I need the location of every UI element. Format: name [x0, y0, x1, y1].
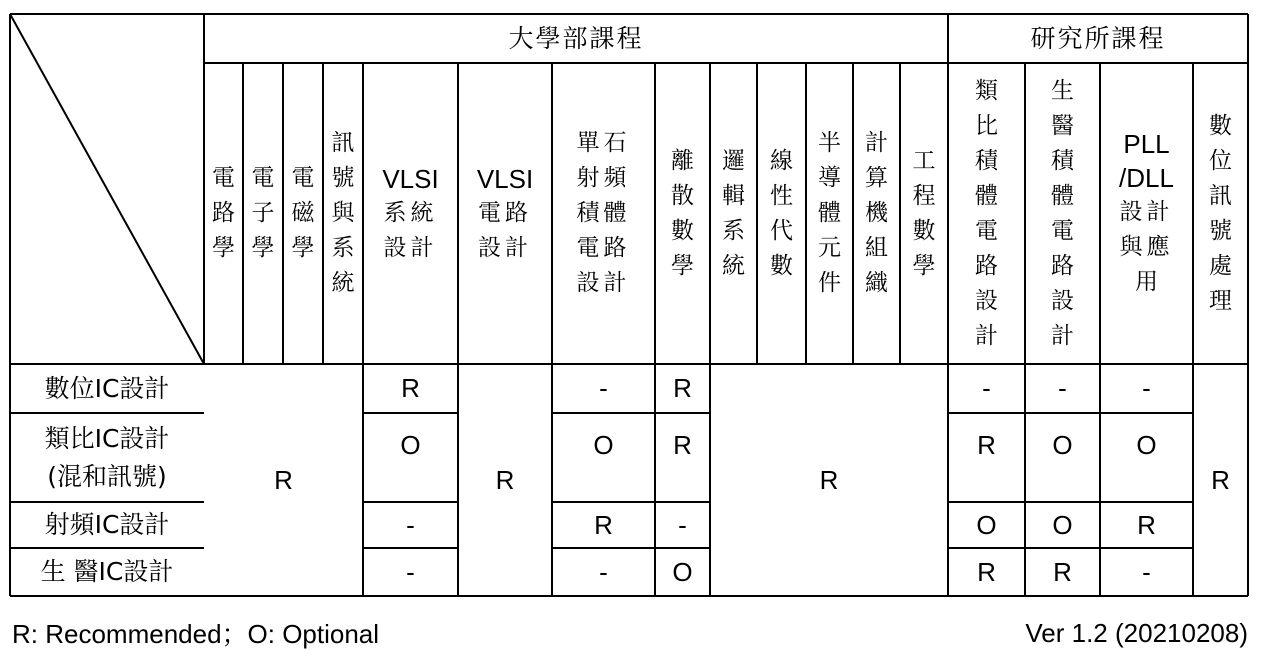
- col-header-line: 體: [975, 182, 998, 209]
- col-header-logic-systems: [710, 63, 757, 364]
- col-header-mmic-rf: [552, 63, 655, 364]
- col-header-line: 學: [251, 235, 275, 261]
- col-header-computer-organization: [853, 63, 900, 364]
- cell-analog-ic-row3: O: [976, 509, 997, 540]
- col-header-line: 組: [865, 235, 888, 261]
- cell-analog-ic-row4: R: [977, 556, 996, 587]
- cell-merged-core-courses: R: [819, 464, 839, 495]
- col-header-line: 磁: [291, 200, 315, 226]
- col-header-line: 元: [818, 235, 841, 261]
- col-header-line: 設: [975, 287, 998, 314]
- col-header-analog-ic: [948, 63, 1025, 364]
- col-header-circuits: [204, 63, 243, 364]
- col-header-line: 學: [212, 235, 235, 261]
- col-header-line: 件: [818, 270, 841, 296]
- col-header-line: 體: [818, 200, 841, 226]
- col-header-line: 統: [331, 270, 355, 296]
- group-header-graduate: 研究所課程: [1030, 23, 1166, 53]
- cell-bio-ic-row1: -: [1058, 373, 1067, 404]
- col-header-discrete-math: [655, 63, 710, 364]
- col-header-line: 比: [975, 112, 998, 139]
- col-header-line: 導: [818, 165, 841, 191]
- col-header-line: /DLL: [1119, 163, 1174, 193]
- col-header-line: 路: [975, 252, 998, 279]
- cell-discrete-math-row1: R: [673, 373, 692, 404]
- col-header-line: 號: [331, 165, 355, 191]
- cell-vlsi-system-row1: R: [401, 373, 420, 404]
- col-header-line: 半: [818, 130, 841, 156]
- col-header-line: 設計: [383, 234, 438, 261]
- col-header-line: 積: [1051, 147, 1074, 174]
- col-header-line: 散: [671, 182, 694, 209]
- col-header-line: 數: [912, 217, 936, 244]
- col-header-engineering-math: [900, 63, 948, 364]
- col-header-line: 與應: [1119, 234, 1174, 260]
- cell-pll-dll-row3: R: [1137, 509, 1156, 540]
- cell-mmic-rf-row3: R: [594, 509, 613, 540]
- col-header-line: 離: [671, 147, 694, 174]
- col-header-line: 理: [1209, 287, 1232, 314]
- col-header-electromagnetics: [283, 63, 323, 364]
- cell-merged-dsp: R: [1211, 464, 1230, 495]
- col-header-line: PLL: [1123, 129, 1170, 159]
- col-header-line: 學: [912, 252, 936, 279]
- col-header-line: 電: [291, 165, 315, 191]
- col-header-line: 醫: [1051, 112, 1074, 139]
- col-header-signals-systems: [323, 63, 363, 364]
- col-header-linear-algebra: [757, 63, 806, 364]
- row-label-rf-ic: 射頻IC設計: [44, 510, 170, 539]
- cell-vlsi-system-row4: -: [406, 556, 415, 587]
- col-header-line: 程: [912, 182, 936, 209]
- col-header-line: 數: [1209, 112, 1232, 139]
- cell-analog-ic-row1: -: [982, 373, 991, 404]
- col-header-line: 體: [1051, 182, 1074, 209]
- col-header-line: 設計: [478, 234, 532, 261]
- col-header-line: 路: [1051, 252, 1074, 279]
- row-label-analog-ic: [10, 413, 204, 502]
- cell-pll-dll-row1: -: [1142, 373, 1151, 404]
- cell-bio-ic-row4: R: [1053, 556, 1072, 587]
- col-header-line: 類: [975, 77, 998, 104]
- col-header-electronics: [243, 63, 283, 364]
- cell-mmic-rf-row4: -: [599, 556, 608, 587]
- col-header-line: 系: [331, 235, 355, 261]
- cell-bio-ic-row3: O: [1052, 509, 1073, 540]
- col-header-line: 位: [1209, 147, 1232, 174]
- col-header-semiconductor-devices: [806, 63, 853, 364]
- col-header-line: 設計: [1119, 199, 1174, 225]
- corner-diagonal: [10, 14, 204, 364]
- col-header-line: 計: [1051, 322, 1074, 349]
- cell-bio-ic-row2: O: [1052, 430, 1073, 461]
- row-label-bio-ic: 生 醫IC設計: [40, 557, 174, 586]
- col-header-line: 與: [331, 200, 355, 226]
- col-header-line: 射頻: [576, 165, 631, 191]
- group-header-undergrad: 大學部課程: [508, 23, 644, 53]
- col-header-line: 處: [1209, 252, 1232, 279]
- cell-pll-dll-row2: O: [1136, 430, 1157, 461]
- col-header-line: 學: [671, 252, 694, 279]
- col-header-line: 訊: [1209, 182, 1232, 209]
- col-header-line: 系統: [383, 199, 438, 226]
- row-label-digital-ic: 數位IC設計: [44, 373, 170, 403]
- col-header-line: 代: [770, 217, 793, 244]
- col-header-line: 電: [1051, 217, 1074, 244]
- col-header-line: 統: [722, 252, 745, 279]
- cell-mmic-rf-row2: O: [593, 430, 614, 461]
- col-header-line: 計: [975, 322, 998, 349]
- col-header-line: 號: [1209, 217, 1232, 244]
- cell-analog-ic-row2: R: [977, 430, 996, 461]
- cell-vlsi-system-row3: -: [406, 509, 415, 540]
- col-header-line: 數: [770, 252, 793, 279]
- cell-vlsi-system-row2: O: [400, 430, 421, 461]
- col-header-line: 算: [865, 165, 888, 191]
- col-header-line: 計: [865, 130, 888, 156]
- col-header-vlsi-circuit-design: [458, 63, 552, 364]
- col-header-line: 電路: [478, 199, 532, 226]
- col-header-line: 生: [1051, 77, 1074, 104]
- col-header-line: 機: [865, 200, 888, 226]
- col-header-line: 電: [251, 165, 275, 191]
- col-header-line: 積: [975, 147, 998, 174]
- col-header-line: 織: [865, 270, 888, 296]
- col-header-line: 性: [770, 182, 793, 209]
- col-header-line: 電: [975, 217, 998, 244]
- col-header-line: 工: [912, 147, 936, 174]
- col-header-line: 輯: [722, 182, 745, 209]
- col-header-line: 積體: [576, 200, 631, 226]
- col-header-line: 系: [722, 217, 745, 244]
- row-label-analog-ic-line2: (混和訊號): [47, 461, 167, 491]
- col-header-dsp: [1193, 63, 1248, 364]
- cell-discrete-math-row4: O: [672, 556, 693, 587]
- col-header-line: 設: [1051, 287, 1074, 314]
- col-header-line: 單石: [576, 130, 631, 156]
- col-header-line: VLSI: [382, 163, 439, 194]
- col-header-line: 子: [251, 200, 275, 226]
- col-header-line: 路: [212, 200, 235, 226]
- col-header-line: VLSI: [476, 163, 534, 194]
- version-text: Ver 1.2 (20210208): [1025, 618, 1248, 648]
- col-header-bio-ic: [1025, 63, 1100, 364]
- cell-merged-vlsi-circuit: R: [495, 464, 515, 495]
- col-header-line: 電路: [576, 235, 631, 261]
- cell-discrete-math-row3: -: [678, 509, 687, 540]
- col-header-line: 用: [1135, 269, 1158, 295]
- col-header-line: 訊: [331, 130, 355, 156]
- col-header-line: 線: [770, 147, 793, 174]
- cell-discrete-math-row2: R: [673, 430, 692, 461]
- col-header-line: 電: [212, 165, 235, 191]
- legend-text: R: Recommended；O: Optional: [12, 619, 380, 649]
- col-header-pll-dll: [1100, 63, 1193, 364]
- col-header-line: 邏: [722, 147, 745, 174]
- col-header-vlsi-system-design: [363, 63, 458, 364]
- col-header-line: 數: [671, 217, 694, 244]
- cell-mmic-rf-row1: -: [599, 373, 608, 404]
- row-label-analog-ic-line1: 類比IC設計: [44, 423, 170, 453]
- cell-merged-basic-courses: R: [274, 464, 293, 495]
- col-header-line: 學: [291, 235, 315, 261]
- col-header-line: 設計: [576, 270, 631, 296]
- cell-pll-dll-row4: -: [1142, 556, 1151, 587]
